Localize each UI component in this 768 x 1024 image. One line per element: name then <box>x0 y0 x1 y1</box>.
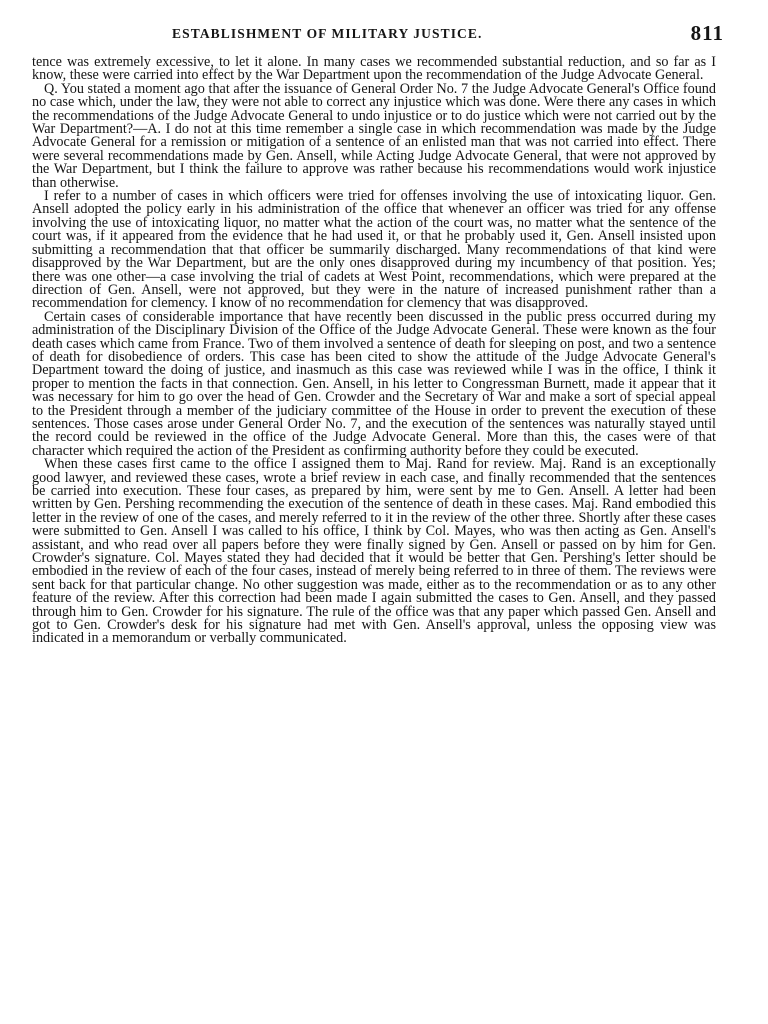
paragraph-death-cases: Certain cases of considerable importance that have recently been discussed in the public press occurred during my administration of the Disciplinary Division of the Office of the Judge Advocate General. These were known as the four death cases which came from France. Two of them involved a sentence of death for sleeping on post, and two a sentence of death for disobedience of orders. This case has been cited to show the attitude of the Judge Advocate General's Department toward the doing of justice, and inasmuch as this case was reviewed while I was in the office, I think it proper to mention the facts in that connection. Gen. Ansell, in his letter to Congressman Burnett, made it appear that it was necessary for him to go over the head of Gen. Crowder and the Secretary of War and make a sort of special appeal to the President through a member of the judiciary committee of the House in order to prevent the execution of these sentences. Those cases arose under General Order No. 7, and the execution of the sentences was naturally stayed until the record could be reviewed in the office of the Judge Advocate General. More than this, the cases were of that character which required the action of the President as confirming authority before they could be executed. <box>32 308 716 459</box>
paragraph-maj-rand-review: When these cases first came to the office I assigned them to Maj. Rand for review. Maj. Rand is an exceptionally good lawyer, and reviewed these cases, wrote a brief review in each case, and finally recommended that the sentences be carried into execution. These four cases, as prepared by him, were sent by me to Gen. Ansell. A letter had been written by Gen. Pershing recommending the execution of the sentence of death in these cases. Maj. Rand embodied this letter in the review of one of the cases, and merely referred to it in the review of the other three. Shortly after these cases were submitted to Gen. Ansell I was called to his office, I think by Col. Mayes, who was then acting as Gen. Ansell's assistant, and who read over all papers before they were finally signed by Gen. Ansell or passed on by him for Gen. Crowder's signature. Col. Mayes stated they had decided that it would be better that Gen. Pershing's letter should be embodied in the review of each of the four cases, instead of merely being referred to in three of them. The reviews were sent back for that particular change. No other suggestion was made, either as to the recommendation or as to any other feature of the review. After this correction had been made I again submitted the cases to Gen. Ansell, and they passed through him to Gen. Crowder for his signature. The rule of the office was that any paper which passed Gen. Ansell and got to Gen. Crowder's desk for his signature had met with Gen. Ansell's approval, unless the opposing view was indicated in a memorandum or verbally communicated. <box>32 456 716 647</box>
paragraph-continuation: tence was extremely excessive, to let it alone. In many cases we recommended substantial reduction, and so far as I know, these were carried into effect by the War Department upon the recommendation of the Judge Advocate General. <box>32 54 716 84</box>
paragraph-question-answer: Q. You stated a moment ago that after the issuance of General Order No. 7 the Judge Advocate General's Office found no case which, under the law, they were not able to correct any injustice which was done. Were there any cases in which the recommendations of the Judge Advocate General to undo injustice or to do justice which were not carried out by the War Department?—A. I do not at this time remember a single case in which recommendation was made by the Judge Advocate General for a remission or mitigation of a sentence of an enlisted man that was not carried into effect. There were several recommendations made by Gen. Ansell, while Acting Judge Advocate General, that were not approved by the War Department, but I think the failure to approve was rather because his recommendations would work injustice than otherwise. <box>32 80 716 191</box>
body-text <box>32 56 716 646</box>
running-title: ESTABLISHMENT OF MILITARY JUSTICE. <box>172 26 483 41</box>
running-head <box>30 20 748 46</box>
page-number: 811 <box>690 21 724 45</box>
paragraph-intoxicating-liquor: I refer to a number of cases in which officers were tried for offenses involving the use of intoxicating liquor. Gen. Ansell adopted the policy early in his administration of the office that whenever an officer was tried for any offense involving the use of intoxicating liquor, no matter what the action of the court was, no matter what the sentence of the court was, if it appeared from the evidence that he had used it, or that he probably used it, Gen. Ansell insisted upon submitting a recommendation that that officer be summarily discharged. Many recommendations of that kind were disapproved by the War Department, but are the only ones disapproved during my incumbency of that position. Yes; there was one other—a case involving the trial of cadets at West Point, recommendations, which were prepared at the direction of Gen. Ansell, were not approved, but they were in the nature of increased punishment rather than a recommendation for clemency. I know of no recommendation for clemency that was disapproved. <box>32 188 716 312</box>
